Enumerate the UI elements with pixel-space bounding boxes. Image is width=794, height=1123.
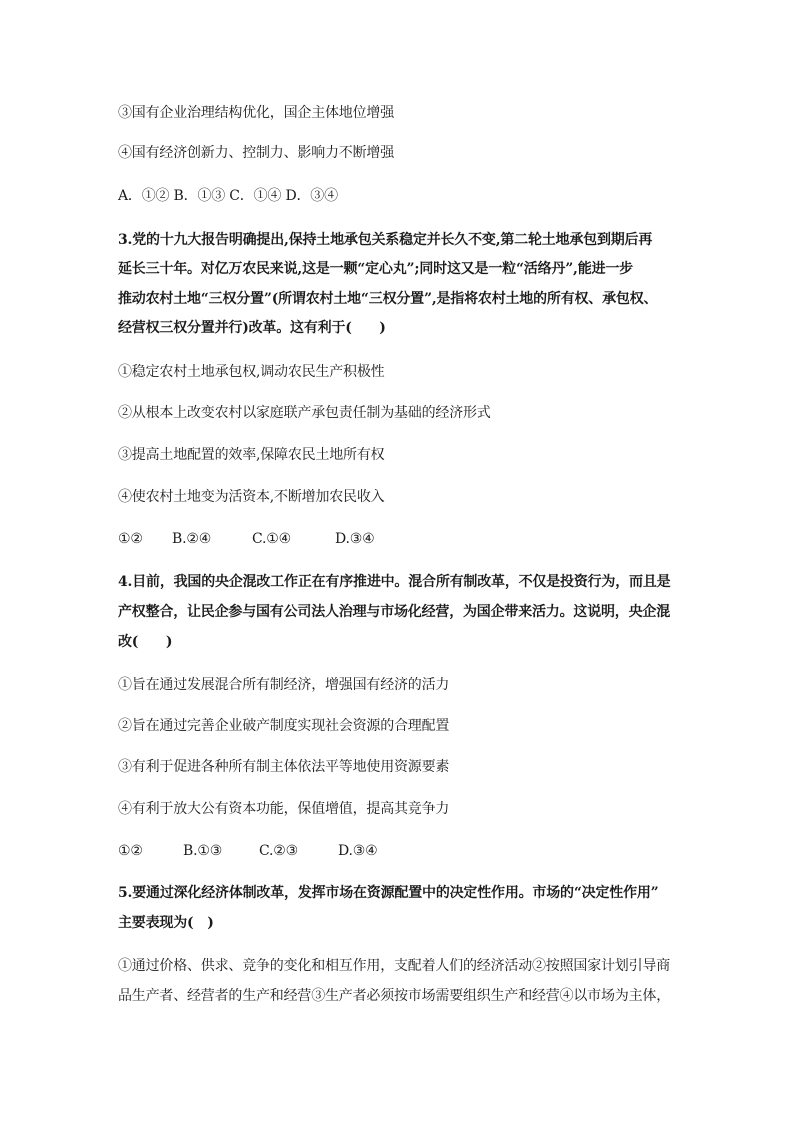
- q4-stem-line: 改( ): [118, 634, 173, 650]
- q3-option-1: ①稳定农村土地承包权,调动农民生产积极性: [118, 364, 385, 380]
- q3-stem-line: 经营权三权分置并行)改革。这有利于( ): [118, 320, 386, 336]
- q4-choice-a: ①②: [118, 843, 143, 859]
- q2-option-3: ③国有企业治理结构优化，国企主体地位增强: [118, 105, 394, 121]
- q3-stem-line: 3.党的十九大报告明确提出,保持土地承包关系稳定并长久不变,第二轮土地承包到期后再: [118, 232, 653, 248]
- q4-option-4: ④有利于放大公有资本功能，保值增值，提高其竞争力: [118, 801, 450, 817]
- q3-stem-line: 延长三十年。对亿万农民来说,这是一颗“定心丸”;同时这又是一粒“活络丹”,能进一步: [118, 261, 633, 277]
- q3-choice-a: ①②: [118, 531, 143, 547]
- q3-option-3: ③提高土地配置的效率,保障农民土地所有权: [118, 447, 385, 463]
- q3-stem-line: 推动农村土地“三权分置”(所谓农村土地“三权分置”,是指将农村土地的所有权、承包权、: [118, 291, 658, 307]
- q4-choice-b: B.①③: [183, 843, 223, 859]
- q4-stem-line: 产权整合，让民企参与国有公司法人治理与市场化经营，为国企带来活力。这说明，央企混: [118, 604, 670, 620]
- q3-option-2: ②从根本上改变农村以家庭联产承包责任制为基础的经济形式: [118, 405, 491, 421]
- q3-option-4: ④使农村土地变为活资本,不断增加农民收入: [118, 489, 385, 505]
- q5-options-line: ①通过价格、供求、竞争的变化和相互作用，支配着人们的经济活动②按照国家计划引导商: [118, 958, 670, 974]
- q5-options-line: 品生产者、经营者的生产和经营③生产者必须按市场需要组织生产和经营④以市场为主体，: [118, 988, 670, 1004]
- q3-choice-d: D.③④: [335, 531, 375, 547]
- q3-choice-c: C.①④: [252, 531, 291, 547]
- q4-option-2: ②旨在通过完善企业破产制度实现社会资源的合理配置: [118, 718, 450, 734]
- q4-choice-d: D.③④: [338, 843, 378, 859]
- q4-choice-c: C.②③: [259, 843, 298, 859]
- q5-stem-line: 5.要通过深化经济体制改革，发挥市场在资源配置中的决定性作用。市场的“决定性作用”: [118, 885, 659, 901]
- q4-answer-choices: [118, 842, 418, 860]
- q4-stem-line: 4.目前，我国的央企混改工作正在有序推进中。混合所有制改革，不仅是投资行为，而且是: [118, 574, 671, 590]
- q5-stem-line: 主要表现为( ): [118, 915, 214, 931]
- q2-answer-choices: A．①② B．①③ C．①④ D．③④: [118, 188, 338, 204]
- q2-option-4: ④国有经济创新力、控制力、影响力不断增强: [118, 145, 394, 161]
- q4-option-1: ①旨在通过发展混合所有制经济，增强国有经济的活力: [118, 677, 450, 693]
- q4-option-3: ③有利于促进各种所有制主体依法平等地使用资源要素: [118, 759, 450, 775]
- q3-answer-choices: [118, 530, 418, 548]
- q3-choice-b: B.②④: [172, 531, 212, 547]
